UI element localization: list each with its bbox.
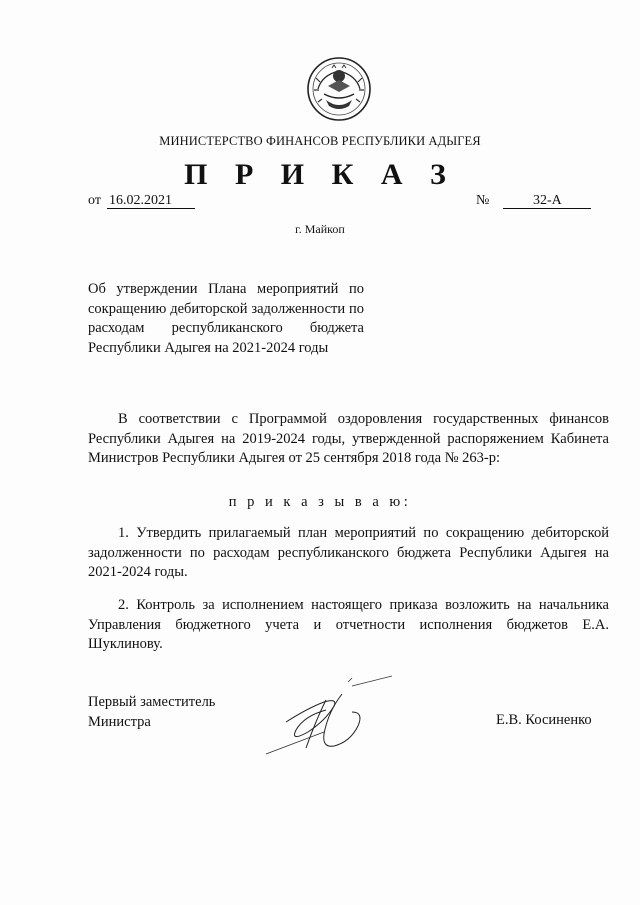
adygea-coat-of-arms-icon (304, 56, 374, 122)
order-date-row (88, 193, 195, 209)
date-prefix: от (88, 193, 101, 208)
ministry-name: МИНИСТЕРСТВО ФИНАНСОВ РЕСПУБЛИКИ АДЫГЕЯ (159, 134, 481, 148)
order-item-1: 1. Утвердить прилагаемый план мероприятий по сокращению дебиторской задолженности по расходам республиканского бюджета Республики Адыгея на 2021-2024 годы. (88, 525, 609, 580)
order-item-2: 2. Контроль за исполнением настоящего приказа возложить на начальника Управления бюджетного учета и отчетности исполнения бюджетов Е.А. Шуклинову. (88, 597, 609, 652)
number-prefix: № (476, 193, 490, 208)
handwritten-signature-icon (256, 672, 402, 762)
order-date: 16.02.2021 (107, 194, 195, 209)
signatory-name: Е.В. Косиненко (496, 712, 592, 728)
order-number: 32-А (503, 194, 591, 209)
order-number-row (476, 193, 591, 209)
signatory-position (88, 692, 215, 732)
decree-word: п р и к а з ы в а ю: (228, 494, 412, 510)
position-line-2: Министра (88, 714, 151, 730)
preamble-paragraph: В соответствии с Программой оздоровления государственных финансов Республики Адыгея на 2019-2024 годы, утвержденной распоряжением Кабинета Министров Республики Адыгея от 25 сентября 2018 года № 263-р: (88, 411, 609, 466)
position-line-1: Первый заместитель (88, 694, 216, 710)
document-title: П Р И К А З (184, 158, 456, 191)
city-name: г. Майкоп (295, 222, 345, 236)
order-subject: Об утверждении Плана мероприятий по сокращению дебиторской задолженности по расходам республиканского бюджета Республики Адыгея на 2021-2024 годы (88, 281, 364, 356)
